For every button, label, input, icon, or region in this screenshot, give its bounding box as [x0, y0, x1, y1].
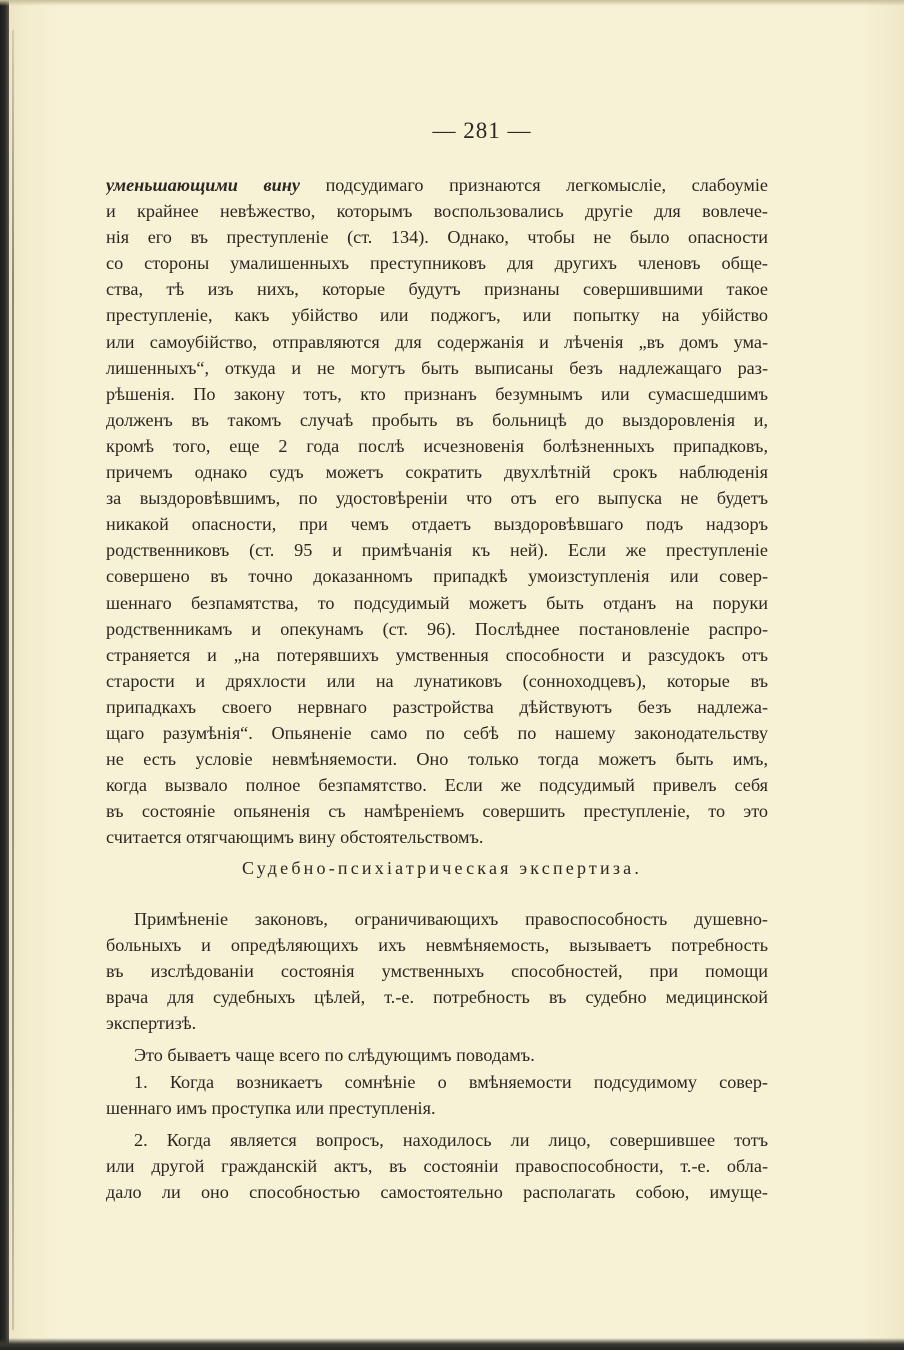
- book-binding-edge: [0, 0, 9, 1350]
- paragraph-line: причемъ однако судъ можетъ сократить двухлѣтній срокъ наблюденія: [106, 462, 768, 483]
- paragraph-line: считается отягчающимъ вину обстоятельствомъ.: [106, 827, 484, 848]
- paragraph-line: старости и дряхлости или на лунатиковъ (сонноходцевъ), которые въ: [106, 670, 768, 691]
- list-item-line: шеннаго имъ проступка или преступленія.: [106, 1097, 436, 1118]
- paragraph-line: и крайнее невѣжество, которымъ воспользовались другіе для вовлече-: [106, 201, 768, 222]
- section-body: [106, 906, 768, 1205]
- paragraph-line: родственникамъ и опекунамъ (ст. 96). Послѣднее постановленіе распро-: [106, 618, 768, 639]
- paragraph-line: со стороны умалишенныхъ преступниковъ для другихъ членовъ обще-: [106, 253, 768, 274]
- paragraph-line: за выздоровѣвшимъ, по удостовѣреніи что отъ его выпуска не будетъ: [106, 488, 768, 509]
- paragraph-line: Примѣненіе законовъ, ограничивающихъ правоспособность душевно-: [134, 909, 768, 929]
- paragraph-line: нія его въ преступленіе (ст. 134). Однако, чтобы не было опасности: [106, 227, 768, 248]
- paragraph-line: страняется и „на потерявшихъ умственныя способности и разсудокъ отъ: [106, 644, 768, 665]
- paragraph-line: щаго разумѣнія“. Опьяненіе само по себѣ по нашему законодательству: [106, 722, 768, 743]
- paragraph-line: въ изслѣдованіи состоянія умственныхъ способностей, при помощи: [106, 961, 768, 982]
- paragraph-line: рѣшенія. По закону тотъ, кто признанъ безумнымъ или сумасшедшимъ: [106, 383, 768, 404]
- list-item-line: 2. Когда является вопросъ, находилось ли лицо, совершившее тотъ: [134, 1129, 768, 1150]
- list-item-line: дало ли оно способностью самостоятельно располагать собою, имуще-: [106, 1181, 768, 1202]
- paragraph-line: экспертизѣ.: [106, 1013, 197, 1034]
- paragraph-line: шеннаго безпамятства, то подсудимый можетъ быть отданъ на поруки: [106, 592, 768, 613]
- page-number: — 281 —: [432, 118, 532, 143]
- paragraph-line: въ состояніе опьяненія съ намѣреніемъ совершить преступленіе, то это: [106, 801, 768, 822]
- paragraph-line: припадкахъ своего нервнаго разстройства дѣйствуютъ безъ надлежа-: [106, 696, 768, 717]
- paragraph-line: [106, 172, 768, 198]
- paragraph-line: Это бываетъ чаще всего по слѣдующимъ поводамъ.: [134, 1045, 535, 1066]
- paragraph-line: не есть условіе невмѣняемости. Оно только тогда можетъ быть имъ,: [106, 749, 768, 770]
- paragraph-line: врача для судебныхъ цѣлей, т.-е. потребность въ судебно медицинской: [106, 987, 768, 1008]
- paragraph-line: или самоубійство, отправляются для содержанія и лѣченія „въ домъ ума-: [106, 331, 768, 352]
- page-bottom-edge: [0, 1338, 904, 1350]
- paragraph-line: родственниковъ (ст. 95 и примѣчанія къ ней). Если же преступленіе: [106, 540, 768, 561]
- section-heading: Судебно-психіатрическая экспертиза.: [241, 858, 643, 878]
- list-item-line: 1. Когда возникаетъ сомнѣніе о вмѣняемости подсудимому совер-: [134, 1071, 768, 1092]
- paragraph-line: кромѣ того, еще 2 года послѣ исчезновенія болѣзненныхъ припадковъ,: [106, 435, 768, 456]
- list-item-line: или другой гражданскій актъ, въ состояніи правоспособности, т.-е. обла-: [106, 1155, 768, 1176]
- paragraph-line: совершено въ точно доказанномъ припадкѣ умоизступленія или совер-: [106, 566, 768, 587]
- paragraph-line: больныхъ и опредѣляющихъ ихъ невмѣняемость, вызываетъ потребность: [106, 935, 768, 956]
- page-top-edge: [0, 0, 904, 6]
- paragraph-line: никакой опасности, при чемъ отдаетъ выздоровѣвшаго подъ надзоръ: [106, 514, 768, 535]
- paragraph-line: когда вызвало полное безпамятство. Если же подсудимый привелъ себя: [106, 775, 768, 796]
- paragraph-line: долженъ въ такомъ случаѣ пробыть въ больницѣ до выздоровленія и,: [106, 409, 768, 430]
- paragraph-line: лишенныхъ“, откуда и не могутъ быть выписаны безъ надлежащаго раз-: [106, 357, 768, 378]
- paragraph-line: ства, тѣ изъ нихъ, которые будутъ признаны совершившими такое: [106, 279, 768, 300]
- paragraph-1: [106, 172, 768, 850]
- line-text: подсудимаго признаются легкомысліе, слабоуміе: [299, 175, 768, 195]
- italic-lead: уменьшающими вину: [106, 175, 300, 195]
- page-fold-shadow: [12, 30, 14, 1330]
- paragraph-line: преступленіе, какъ убійство или поджогъ, или попытку на убійство: [106, 305, 768, 326]
